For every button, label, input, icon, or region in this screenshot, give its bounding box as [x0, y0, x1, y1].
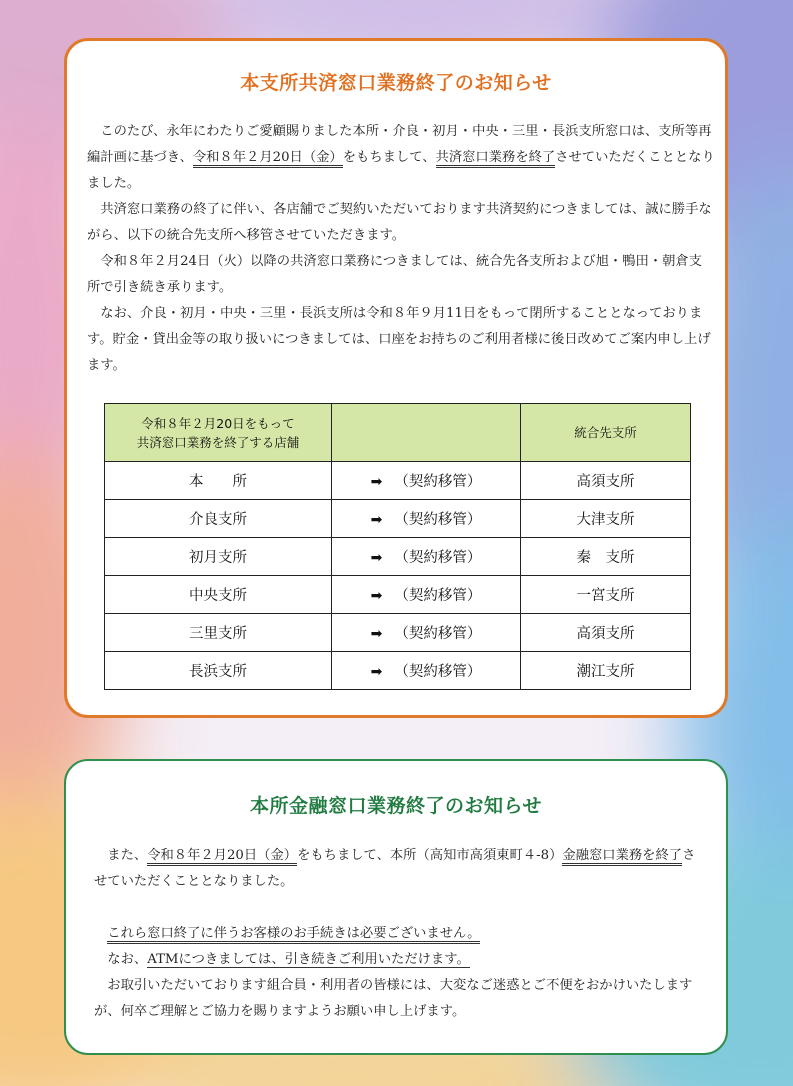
- kyosai-paragraph-3: 令和８年２月24日（火）以降の共済窓口業務につきましては、統合先各支所および旭・鴨田・朝倉支所で引き続き承ります。: [87, 254, 703, 295]
- transfer-action: ➡ （契約移管）: [332, 576, 521, 614]
- kyosai-notice-title: 本支所共済窓口業務終了のお知らせ: [240, 72, 552, 94]
- kyosai-paragraph-4: なお、介良・初月・中央・三里・長浜支所は令和８年９月11日をもって閉所することとなっております。貯金・貸出金等の取り扱いにつきましては、口座をお持ちのご利用者様に後日改めてご案内申し上げます。: [87, 306, 711, 373]
- kyosai-paragraph-1: このたび、永年にわたりご愛顧賜りました本所・介良・初月・中央・三里・長浜支所窓口は、支所等再編計画に基づき、令和８年２月20日（金）をもちまして、共済窓口業務を終了させていただくこととなりました。: [87, 124, 715, 191]
- table-row: [105, 576, 691, 614]
- table-header-row: [105, 404, 691, 462]
- header-action: [332, 404, 521, 462]
- destination-branch: 大津支所: [521, 500, 691, 538]
- arrow-right-icon: ➡: [370, 588, 383, 604]
- header-closing-branch: 令和８年２月20日をもって 共済窓口業務を終了する店舗: [105, 404, 332, 462]
- arrow-right-icon: ➡: [370, 664, 383, 680]
- closing-branch: 中央支所: [105, 576, 332, 614]
- end-date-highlight: 令和８年２月20日（金）: [147, 848, 297, 866]
- destination-branch: 秦 支所: [521, 538, 691, 576]
- transfer-action: ➡ （契約移管）: [332, 538, 521, 576]
- kyosai-notice-card: [64, 38, 728, 718]
- kyosai-paragraph-2: 共済窓口業務の終了に伴い、各店舗でご契約いただいております共済契約につきましては、誠に勝手ながら、以下の統合先支所へ移管させていただきます。: [87, 202, 712, 243]
- table-row: [105, 614, 691, 652]
- arrow-right-icon: ➡: [370, 474, 383, 490]
- table-row: [105, 500, 691, 538]
- kyosai-notice-body: [87, 119, 715, 379]
- end-notice-highlight: 共済窓口業務を終了: [436, 150, 556, 168]
- finance-notice-title: 本所金融窓口業務終了のお知らせ: [250, 795, 542, 817]
- table-row: [105, 462, 691, 500]
- finance-notice-body: [94, 843, 706, 1025]
- header-destination-branch: 統合先支所: [521, 404, 691, 462]
- destination-branch: 高須支所: [521, 462, 691, 500]
- destination-branch: 一宮支所: [521, 576, 691, 614]
- table-row: [105, 652, 691, 690]
- table-row: [105, 538, 691, 576]
- closing-branch: 三里支所: [105, 614, 332, 652]
- branch-transfer-table: [104, 403, 691, 690]
- transfer-action: ➡ （契約移管）: [332, 462, 521, 500]
- closing-branch: 初月支所: [105, 538, 332, 576]
- finance-paragraph-1: また、令和８年２月20日（金）をもちまして、本所（高知市高須東町４-8）金融窓口業務を終了させていただくこととなりました。: [94, 848, 696, 889]
- closing-branch: 本 所: [105, 462, 332, 500]
- arrow-right-icon: ➡: [370, 626, 383, 642]
- end-date-highlight: 令和８年２月20日（金）: [193, 150, 343, 168]
- arrow-right-icon: ➡: [370, 512, 383, 528]
- closing-branch: 長浜支所: [105, 652, 332, 690]
- finance-paragraph-2: これら窓口終了に伴うお客様のお手続きは必要ございません。: [94, 921, 706, 947]
- closing-branch: 介良支所: [105, 500, 332, 538]
- finance-notice-card: [64, 759, 728, 1055]
- transfer-action: ➡ （契約移管）: [332, 500, 521, 538]
- transfer-action: ➡ （契約移管）: [332, 652, 521, 690]
- atm-notice-highlight: ATMにつきましては、引き続きご利用いただけます。: [147, 952, 470, 967]
- destination-branch: 高須支所: [521, 614, 691, 652]
- destination-branch: 潮江支所: [521, 652, 691, 690]
- end-notice-highlight: 金融窓口業務を終了: [562, 848, 682, 866]
- transfer-action: ➡ （契約移管）: [332, 614, 521, 652]
- finance-paragraph-3: なお、ATMにつきましては、引き続きご利用いただけます。: [107, 952, 470, 967]
- arrow-right-icon: ➡: [370, 550, 383, 566]
- finance-paragraph-4: お取引いただいております組合員・利用者の皆様には、大変なご迷惑とご不便をおかけいたしますが、何卒ご理解とご協力を賜りますようお願い申し上げます。: [94, 978, 693, 1019]
